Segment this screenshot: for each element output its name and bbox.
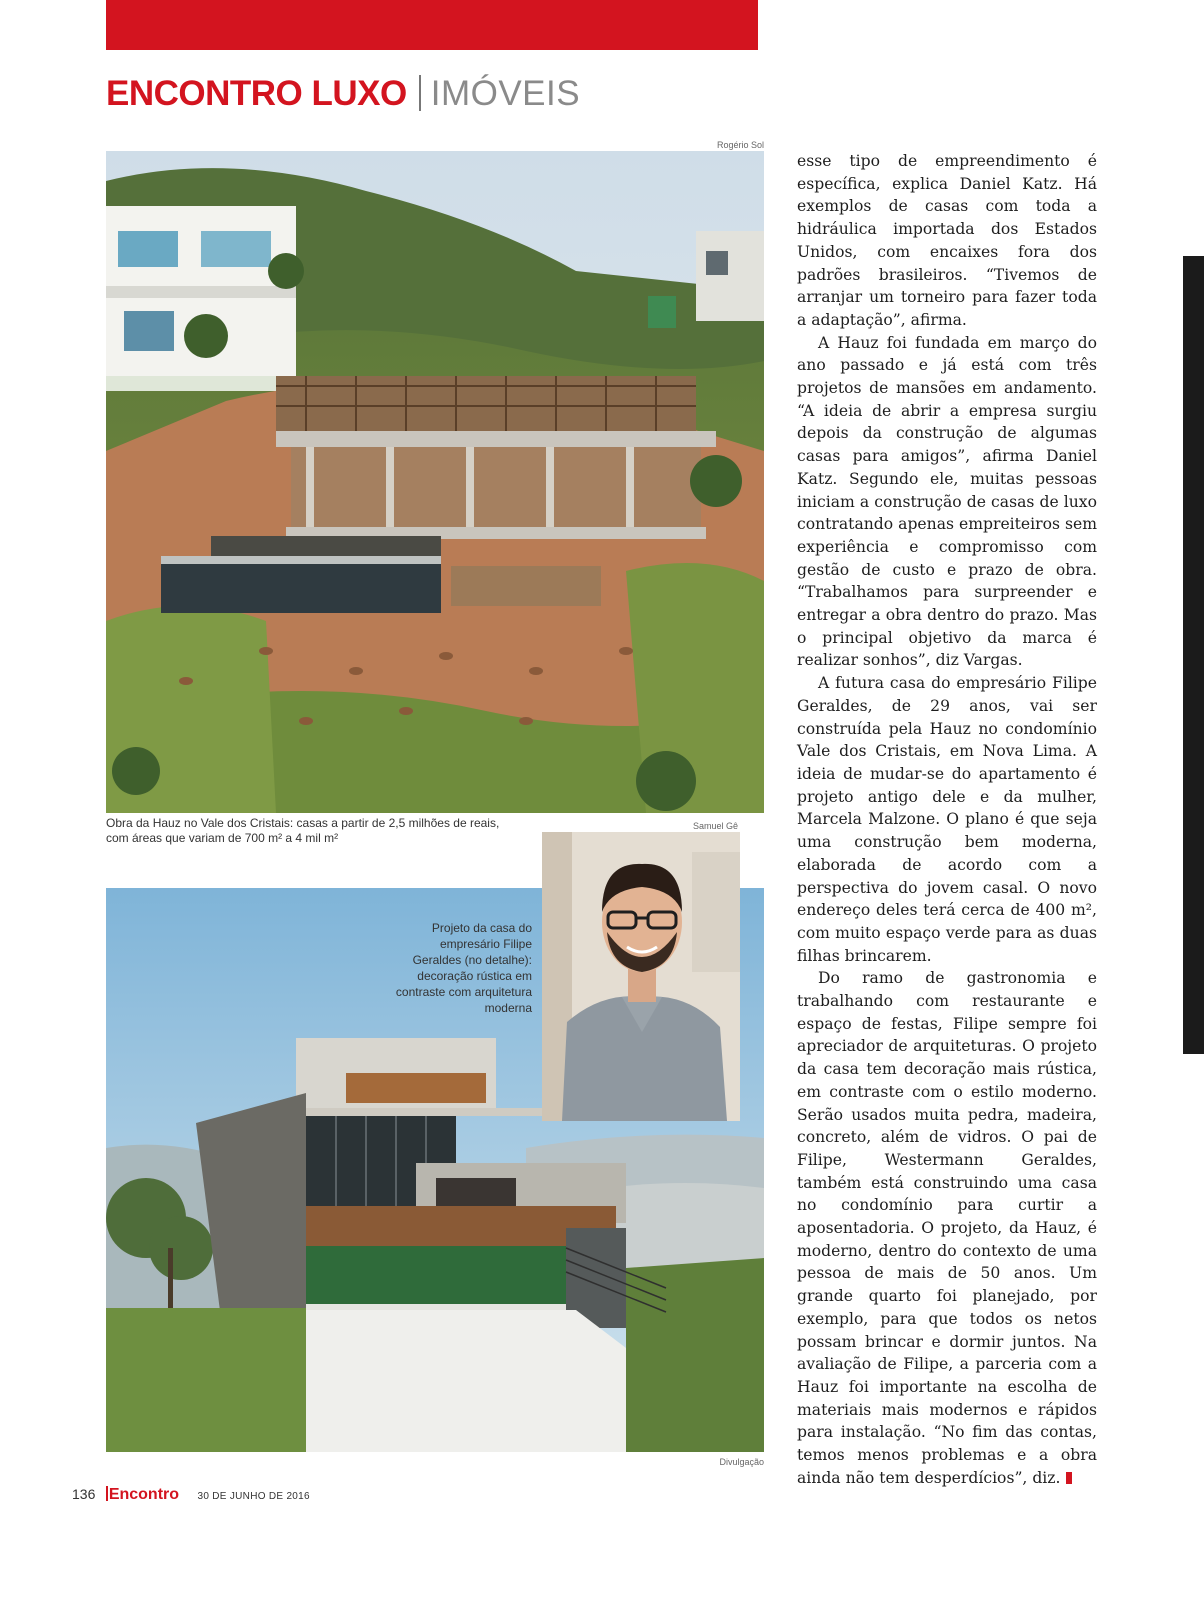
top-photo-credit: Rogério Sol [716, 140, 764, 150]
article-paragraph: esse tipo de empreendimento é específica, explica Daniel Katz. Há exemplos de casas com toda a hidráulica importada dos Estados Unidos, com encaixes fora dos padrões brasileiros. “Tivemos de arranjar um torneiro para fazer toda a adaptação”, afirma. [797, 152, 1097, 329]
section-category: IMÓVEIS [430, 74, 581, 113]
article-paragraph: A futura casa do empresário Filipe Geraldes, de 29 anos, vai ser construída pela Hauz no condomínio Vale dos Cristais, em Nova Lima. A ideia de mudar-se do apartamento é projeto antigo dele e da mulher, Marcela Malzone. O plano é que seja uma construção bem moderna, elaborada de acordo com a perspectiva do jovem casal. O novo endereço deles terá cerca de 400 m², com muito espaço verde para as duas filhas brincarem. [797, 674, 1097, 965]
top-red-bar [106, 0, 758, 50]
end-of-article-mark [1066, 1472, 1072, 1484]
issue-date: 30 DE JUNHO DE 2016 [197, 1491, 310, 1502]
section-header [106, 72, 580, 116]
construction-photo [106, 151, 764, 813]
article-paragraph: A Hauz foi fundada em março do ano passado e já está com três projetos de mansões em andamento. “A ideia de abrir a empresa surgiu depois da construção de algumas casas para amigos”, afirma Daniel Katz. Segundo ele, muitas pessoas iniciam a construção de casas de luxo contratando apenas empreiteiros sem experiência e compromisso com gestão de custo e prazo de obra. “Trabalhamos para surpreender e entregar a obra dentro do prazo. Mas o principal objetivo da marca é realizar sonhos”, diz Vargas. [797, 333, 1097, 670]
section-brand: ENCONTRO LUXO [106, 74, 407, 113]
section-divider [419, 75, 421, 111]
article-body [797, 150, 1097, 1489]
magazine-name: Encontro [108, 1486, 180, 1503]
top-photo-caption: Obra da Hauz no Vale dos Cristais: casas a partir de 2,5 milhões de reais, com áreas que variam de 700 m² a 4 mil m² [106, 816, 500, 845]
magazine-logo [106, 1486, 179, 1503]
article-paragraph-text: Do ramo de gastronomia e trabalhando com restaurante e espaço de festas, Filipe sempre foi apreciador de arquiteturas. O projeto da casa tem decoração mais rústica, em contraste com o estilo moderno. Serão usados muita pedra, madeira, concreto, além de vidros. O pai de Filipe, Westermann Geraldes, também está construindo uma casa no condomínio para curtir a aposentadoria. O projeto, da Hauz, é moderno, dentro do contexto de uma pessoa de mais de 50 anos. Um grande quarto foi planejado, por exemplo, para que todos os netos possam brincar e dormir juntos. Na avaliação de Filipe, a parceria com a Hauz foi importante na escolha de materiais mais modernos e rápidos para instalação. “No fim das contas, temos menos problemas e a obra ainda não tem desperdícios”, diz. [797, 969, 1097, 1487]
portrait-credit: Samuel Gê [692, 821, 738, 831]
page-footer [72, 1486, 310, 1508]
page-number: 136 [72, 1486, 96, 1502]
portrait-photo [542, 832, 740, 1121]
article-paragraph-last [797, 967, 1097, 1489]
render-caption: Projeto da casa do empresário Filipe Geraldes (no detalhe): decoração rústica em contraste com arquitetura moderna [395, 921, 532, 1015]
render-credit: Divulgação [719, 1457, 764, 1467]
logo-bar [106, 1486, 108, 1501]
side-edge-tab [1183, 256, 1204, 1054]
